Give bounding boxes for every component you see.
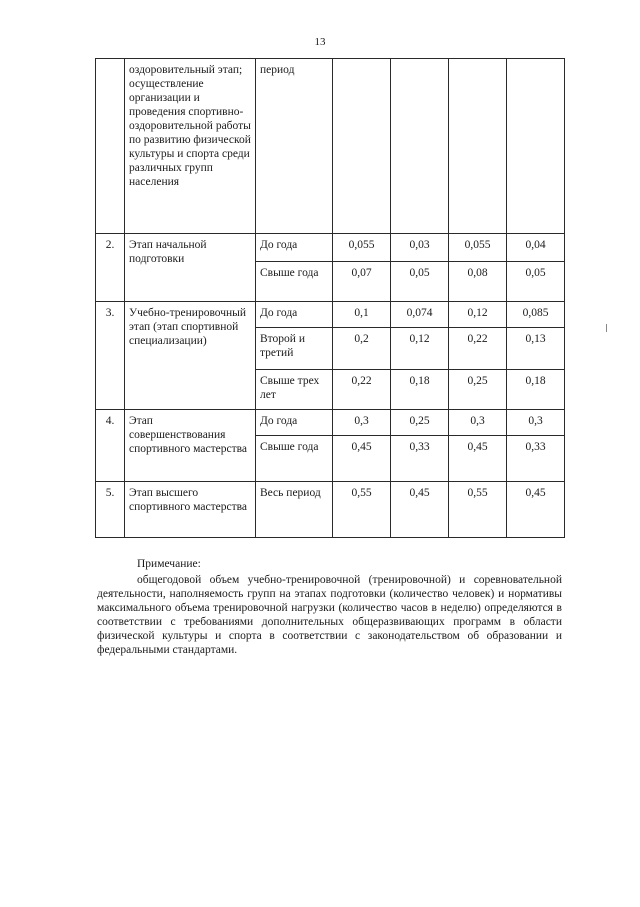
period-cell: Свыше года bbox=[256, 262, 333, 302]
value-cell: 0,055 bbox=[333, 234, 391, 262]
table-row bbox=[96, 234, 565, 262]
stage-name: Этап высшего спортивного мастерства bbox=[125, 482, 256, 538]
row-number: 2. bbox=[96, 234, 125, 302]
value-cell: 0,08 bbox=[449, 262, 507, 302]
period-cell: Свыше трех лет bbox=[256, 370, 333, 410]
value-cell: 0,33 bbox=[507, 436, 565, 482]
table-row bbox=[96, 410, 565, 436]
value-cell: 0,25 bbox=[449, 370, 507, 410]
row-number: 4. bbox=[96, 410, 125, 482]
table-row bbox=[96, 302, 565, 328]
value-cell: 0,55 bbox=[333, 482, 391, 538]
period-cell: Весь период bbox=[256, 482, 333, 538]
value-cell: 0,18 bbox=[507, 370, 565, 410]
period-cell: До года bbox=[256, 234, 333, 262]
value-cell: 0,45 bbox=[333, 436, 391, 482]
value-cell: 0,33 bbox=[391, 436, 449, 482]
value-cell: 0,085 bbox=[507, 302, 565, 328]
value-cell: 0,45 bbox=[507, 482, 565, 538]
value-cell: 0,22 bbox=[449, 328, 507, 370]
value-cell: 0,05 bbox=[391, 262, 449, 302]
value-cell: 0,55 bbox=[449, 482, 507, 538]
value-cell: 0,22 bbox=[333, 370, 391, 410]
value-cell: 0,07 bbox=[333, 262, 391, 302]
value-cell: 0,18 bbox=[391, 370, 449, 410]
value-cell: 0,3 bbox=[449, 410, 507, 436]
period-cell: период bbox=[256, 59, 333, 234]
value-cell: 0,05 bbox=[507, 262, 565, 302]
value-cell bbox=[333, 59, 391, 234]
value-cell bbox=[449, 59, 507, 234]
value-cell: 0,13 bbox=[507, 328, 565, 370]
note-title: Примечание: bbox=[137, 558, 201, 570]
value-cell: 0,12 bbox=[449, 302, 507, 328]
value-cell: 0,45 bbox=[449, 436, 507, 482]
value-cell: 0,1 bbox=[333, 302, 391, 328]
value-cell: 0,03 bbox=[391, 234, 449, 262]
stage-name: Этап начальной подготовки bbox=[125, 234, 256, 302]
value-cell bbox=[507, 59, 565, 234]
table-row bbox=[96, 59, 565, 234]
period-cell: До года bbox=[256, 302, 333, 328]
value-cell: 0,3 bbox=[507, 410, 565, 436]
stage-name: Этап совершенствования спортивного мастерства bbox=[125, 410, 256, 482]
page-number: 13 bbox=[314, 36, 326, 48]
value-cell: 0,12 bbox=[391, 328, 449, 370]
norms-table bbox=[95, 58, 565, 538]
note-block bbox=[97, 557, 562, 657]
period-cell: До года bbox=[256, 410, 333, 436]
value-cell: 0,25 bbox=[391, 410, 449, 436]
value-cell bbox=[391, 59, 449, 234]
period-cell: Второй и третий bbox=[256, 328, 333, 370]
scan-mark bbox=[606, 324, 607, 332]
value-cell: 0,04 bbox=[507, 234, 565, 262]
row-number: 5. bbox=[96, 482, 125, 538]
row-number: 3. bbox=[96, 302, 125, 410]
stage-name: оздоровительный этап; осуществление организации и проведения спортивно-оздоровительной работы по развитию физической культуры и спорта среди различных групп населения bbox=[125, 59, 256, 234]
row-number bbox=[96, 59, 125, 234]
table-row bbox=[96, 482, 565, 538]
value-cell: 0,2 bbox=[333, 328, 391, 370]
value-cell: 0,074 bbox=[391, 302, 449, 328]
stage-name: Учебно-тренировочный этап (этап спортивной специализации) bbox=[125, 302, 256, 410]
note-text: общегодовой объем учебно-тренировочной (тренировочной) и соревновательной деятельности, наполняемость групп на этапах подготовки (количество человек) и нормативы максимального объема тренировочной нагрузки (количество часов в неделю) определяются в соответствии с требованиями дополнительных общеразвивающих программ в области физической культуры и спорта в соответствии с законодательством об образовании и федеральными стандартами. bbox=[97, 574, 562, 656]
value-cell: 0,3 bbox=[333, 410, 391, 436]
period-cell: Свыше года bbox=[256, 436, 333, 482]
value-cell: 0,055 bbox=[449, 234, 507, 262]
value-cell: 0,45 bbox=[391, 482, 449, 538]
